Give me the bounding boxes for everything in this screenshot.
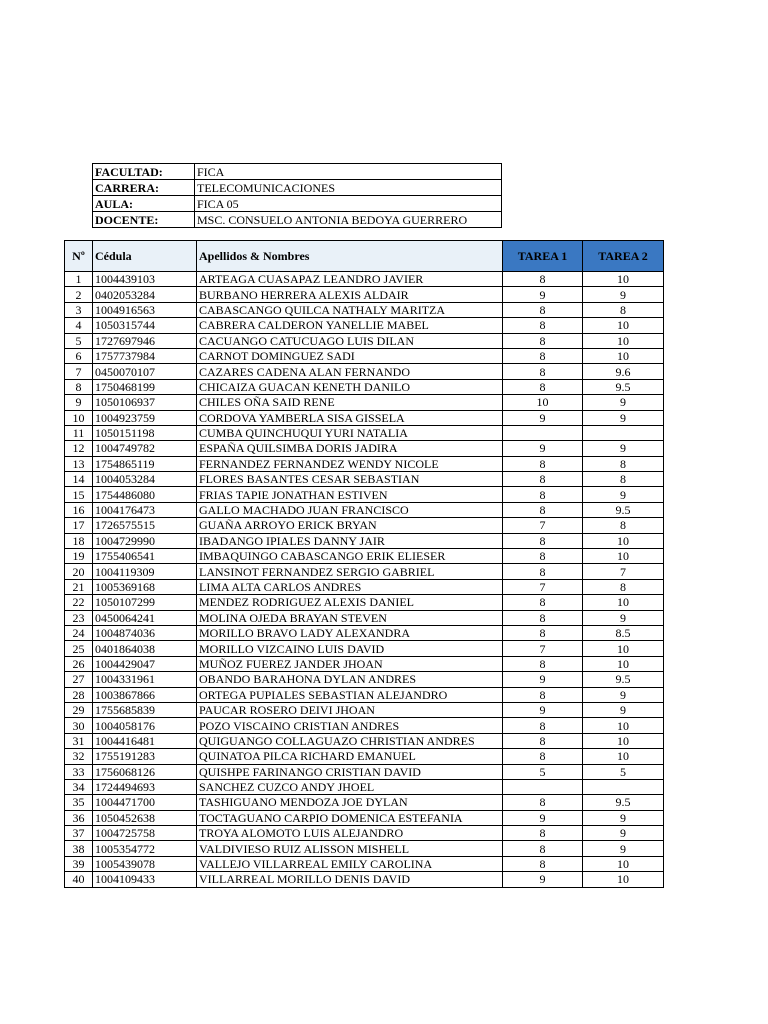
task1-grade: 8	[503, 502, 583, 517]
row-number: 34	[65, 779, 93, 794]
table-row	[65, 410, 664, 425]
task2-grade: 9	[583, 287, 664, 302]
table-row	[65, 872, 664, 887]
student-name: VALDIVIESO RUIZ ALISSON MISHELL	[197, 841, 503, 856]
student-name: MORILLO BRAVO LADY ALEXANDRA	[197, 625, 503, 640]
info-label: AULA:	[93, 196, 195, 212]
task1-grade: 9	[503, 872, 583, 887]
student-name: FERNANDEZ FERNANDEZ WENDY NICOLE	[197, 456, 503, 471]
column-header-task1: TAREA 1	[503, 241, 583, 272]
row-number: 22	[65, 595, 93, 610]
task1-grade: 8	[503, 595, 583, 610]
task1-grade: 8	[503, 749, 583, 764]
row-number: 13	[65, 456, 93, 471]
row-number: 36	[65, 810, 93, 825]
student-name: IMBAQUINGO CABASCANGO ERIK ELIESER	[197, 549, 503, 564]
task1-grade: 8	[503, 841, 583, 856]
student-name: CUMBA QUINCHUQUI YURI NATALIA	[197, 425, 503, 440]
row-number: 38	[65, 841, 93, 856]
table-row	[65, 441, 664, 456]
task2-grade: 9.5	[583, 795, 664, 810]
student-id: 1050106937	[93, 395, 197, 410]
student-name: POZO VISCAINO CRISTIAN ANDRES	[197, 718, 503, 733]
task2-grade: 9	[583, 487, 664, 502]
student-id: 1004874036	[93, 625, 197, 640]
student-id: 1004749782	[93, 441, 197, 456]
student-name: CABRERA CALDERON YANELLIE MABEL	[197, 318, 503, 333]
task1-grade: 8	[503, 656, 583, 671]
task1-grade: 8	[503, 487, 583, 502]
task1-grade: 9	[503, 672, 583, 687]
row-number: 2	[65, 287, 93, 302]
task2-grade: 8	[583, 472, 664, 487]
task1-grade: 10	[503, 395, 583, 410]
task1-grade: 9	[503, 702, 583, 717]
student-id: 1726575515	[93, 518, 197, 533]
task1-grade: 8	[503, 318, 583, 333]
student-name: SANCHEZ CUZCO ANDY JHOEL	[197, 779, 503, 794]
student-id: 1005354772	[93, 841, 197, 856]
row-number: 18	[65, 533, 93, 548]
student-name: TROYA ALOMOTO LUIS ALEJANDRO	[197, 826, 503, 841]
task2-grade: 10	[583, 749, 664, 764]
task2-grade: 8	[583, 456, 664, 471]
row-number: 29	[65, 702, 93, 717]
info-label: CARRERA:	[93, 180, 195, 196]
row-number: 4	[65, 318, 93, 333]
student-id: 1004725758	[93, 826, 197, 841]
task1-grade: 8	[503, 456, 583, 471]
table-row	[65, 779, 664, 794]
task2-grade: 10	[583, 333, 664, 348]
student-id: 1005439078	[93, 856, 197, 871]
row-number: 31	[65, 733, 93, 748]
table-row	[65, 564, 664, 579]
table-row	[65, 795, 664, 810]
table-row	[65, 487, 664, 502]
row-number: 20	[65, 564, 93, 579]
task2-grade: 8.5	[583, 625, 664, 640]
row-number: 28	[65, 687, 93, 702]
student-id: 1004916563	[93, 302, 197, 317]
table-row	[65, 395, 664, 410]
task2-grade: 9	[583, 841, 664, 856]
table-row	[65, 625, 664, 640]
column-header-task2: TAREA 2	[583, 241, 664, 272]
task2-grade: 8	[583, 302, 664, 317]
student-name: MOLINA OJEDA BRAYAN STEVEN	[197, 610, 503, 625]
task2-grade: 9	[583, 702, 664, 717]
student-name: CARNOT DOMINGUEZ SADI	[197, 348, 503, 363]
task1-grade: 7	[503, 579, 583, 594]
student-name: QUINATOA PILCA RICHARD EMANUEL	[197, 749, 503, 764]
task2-grade: 9	[583, 610, 664, 625]
row-number: 30	[65, 718, 93, 733]
table-row	[65, 856, 664, 871]
student-id: 0450070107	[93, 364, 197, 379]
student-id: 1004429047	[93, 656, 197, 671]
student-id: 1754486080	[93, 487, 197, 502]
student-id: 1050107299	[93, 595, 197, 610]
table-row	[65, 333, 664, 348]
task2-grade: 10	[583, 718, 664, 733]
student-id: 1004176473	[93, 502, 197, 517]
student-name: CHILES OÑA SAID RENE	[197, 395, 503, 410]
table-row	[65, 579, 664, 594]
task1-grade: 8	[503, 856, 583, 871]
table-row	[65, 610, 664, 625]
student-id: 1003867866	[93, 687, 197, 702]
info-label: FACULTAD:	[93, 164, 195, 180]
task2-grade: 10	[583, 656, 664, 671]
student-name: CORDOVA YAMBERLA SISA GISSELA	[197, 410, 503, 425]
task1-grade: 9	[503, 410, 583, 425]
student-id: 1004416481	[93, 733, 197, 748]
student-name: ESPAÑA QUILSIMBA DORIS JADIRA	[197, 441, 503, 456]
info-value: TELECOMUNICACIONES	[195, 180, 502, 196]
student-id: 1004119309	[93, 564, 197, 579]
task1-grade: 8	[503, 379, 583, 394]
student-name: GUAÑA ARROYO ERICK BRYAN	[197, 518, 503, 533]
task2-grade: 9.6	[583, 364, 664, 379]
task1-grade	[503, 425, 583, 440]
column-header-number: Nº	[65, 241, 93, 272]
student-id: 0450064241	[93, 610, 197, 625]
student-id: 1724494693	[93, 779, 197, 794]
student-name: LIMA ALTA CARLOS ANDRES	[197, 579, 503, 594]
row-number: 1	[65, 272, 93, 287]
task1-grade: 8	[503, 549, 583, 564]
task1-grade: 8	[503, 610, 583, 625]
student-id: 1004471700	[93, 795, 197, 810]
task2-grade: 10	[583, 272, 664, 287]
student-id: 1004331961	[93, 672, 197, 687]
row-number: 7	[65, 364, 93, 379]
student-name: FRIAS TAPIE JONATHAN ESTIVEN	[197, 487, 503, 502]
task1-grade: 5	[503, 764, 583, 779]
row-number: 23	[65, 610, 93, 625]
task2-grade: 8	[583, 579, 664, 594]
task1-grade: 7	[503, 641, 583, 656]
table-row	[65, 749, 664, 764]
student-name: FLORES BASANTES CESAR SEBASTIAN	[197, 472, 503, 487]
student-name: QUIGUANGO COLLAGUAZO CHRISTIAN ANDRES	[197, 733, 503, 748]
task2-grade: 10	[583, 318, 664, 333]
student-name: MUÑOZ FUEREZ JANDER JHOAN	[197, 656, 503, 671]
column-header-id: Cédula	[93, 241, 197, 272]
table-row	[65, 718, 664, 733]
table-row	[65, 518, 664, 533]
task2-grade	[583, 779, 664, 794]
row-number: 19	[65, 549, 93, 564]
student-id: 1004729990	[93, 533, 197, 548]
task2-grade: 9	[583, 810, 664, 825]
table-row	[65, 318, 664, 333]
row-number: 8	[65, 379, 93, 394]
task1-grade: 8	[503, 733, 583, 748]
student-name: ARTEAGA CUASAPAZ LEANDRO JAVIER	[197, 272, 503, 287]
row-number: 35	[65, 795, 93, 810]
task2-grade: 10	[583, 533, 664, 548]
task1-grade: 8	[503, 302, 583, 317]
task2-grade: 10	[583, 348, 664, 363]
student-id: 1005369168	[93, 579, 197, 594]
table-row	[65, 595, 664, 610]
row-number: 14	[65, 472, 93, 487]
student-name: CABASCANGO QUILCA NATHALY MARITZA	[197, 302, 503, 317]
task2-grade: 5	[583, 764, 664, 779]
student-name: MORILLO VIZCAINO LUIS DAVID	[197, 641, 503, 656]
table-row	[65, 687, 664, 702]
row-number: 24	[65, 625, 93, 640]
task2-grade: 9	[583, 395, 664, 410]
student-name: PAUCAR ROSERO DEIVI JHOAN	[197, 702, 503, 717]
student-id: 1050315744	[93, 318, 197, 333]
task2-grade: 10	[583, 641, 664, 656]
task1-grade: 8	[503, 472, 583, 487]
task1-grade: 8	[503, 533, 583, 548]
row-number: 15	[65, 487, 93, 502]
student-id: 1755406541	[93, 549, 197, 564]
student-id: 1757737984	[93, 348, 197, 363]
student-name: GALLO MACHADO JUAN FRANCISCO	[197, 502, 503, 517]
row-number: 21	[65, 579, 93, 594]
table-row	[65, 425, 664, 440]
student-id: 0401864038	[93, 641, 197, 656]
table-row	[65, 472, 664, 487]
task1-grade	[503, 779, 583, 794]
row-number: 3	[65, 302, 93, 317]
task2-grade: 9.5	[583, 672, 664, 687]
task1-grade: 9	[503, 441, 583, 456]
task2-grade: 10	[583, 872, 664, 887]
student-id: 1756068126	[93, 764, 197, 779]
student-name: LANSINOT FERNANDEZ SERGIO GABRIEL	[197, 564, 503, 579]
info-row	[93, 196, 502, 212]
task2-grade: 10	[583, 733, 664, 748]
task1-grade: 7	[503, 518, 583, 533]
row-number: 26	[65, 656, 93, 671]
row-number: 27	[65, 672, 93, 687]
student-id: 1755191283	[93, 749, 197, 764]
student-name: ORTEGA PUPIALES SEBASTIAN ALEJANDRO	[197, 687, 503, 702]
info-label: DOCENTE:	[93, 212, 195, 228]
info-value: FICA 05	[195, 196, 502, 212]
table-row	[65, 672, 664, 687]
table-row	[65, 641, 664, 656]
task1-grade: 8	[503, 687, 583, 702]
task2-grade: 10	[583, 549, 664, 564]
task2-grade: 10	[583, 856, 664, 871]
task2-grade: 9.5	[583, 502, 664, 517]
info-row	[93, 212, 502, 228]
student-name: OBANDO BARAHONA DYLAN ANDRES	[197, 672, 503, 687]
table-row	[65, 656, 664, 671]
table-row	[65, 302, 664, 317]
table-row	[65, 364, 664, 379]
row-number: 12	[65, 441, 93, 456]
student-id: 1004053284	[93, 472, 197, 487]
table-row	[65, 702, 664, 717]
task1-grade: 8	[503, 795, 583, 810]
row-number: 11	[65, 425, 93, 440]
grades-table	[64, 240, 664, 888]
task1-grade: 8	[503, 564, 583, 579]
task1-grade: 8	[503, 718, 583, 733]
table-row	[65, 502, 664, 517]
table-row	[65, 826, 664, 841]
course-info-table	[92, 163, 502, 228]
task1-grade: 9	[503, 287, 583, 302]
table-row	[65, 764, 664, 779]
task2-grade: 7	[583, 564, 664, 579]
row-number: 37	[65, 826, 93, 841]
student-name: VILLARREAL MORILLO DENIS DAVID	[197, 872, 503, 887]
student-name: TASHIGUANO MENDOZA JOE DYLAN	[197, 795, 503, 810]
student-id: 1050151198	[93, 425, 197, 440]
info-row	[93, 164, 502, 180]
table-row	[65, 733, 664, 748]
student-name: CHICAIZA GUACAN KENETH DANILO	[197, 379, 503, 394]
table-row	[65, 810, 664, 825]
task2-grade: 8	[583, 518, 664, 533]
task2-grade: 9	[583, 826, 664, 841]
task2-grade: 10	[583, 595, 664, 610]
row-number: 17	[65, 518, 93, 533]
row-number: 25	[65, 641, 93, 656]
row-number: 5	[65, 333, 93, 348]
row-number: 9	[65, 395, 93, 410]
student-id: 1050452638	[93, 810, 197, 825]
task2-grade: 9	[583, 687, 664, 702]
row-number: 33	[65, 764, 93, 779]
row-number: 10	[65, 410, 93, 425]
column-header-name: Apellidos & Nombres	[197, 241, 503, 272]
task1-grade: 8	[503, 826, 583, 841]
student-id: 1004058176	[93, 718, 197, 733]
student-id: 1755685839	[93, 702, 197, 717]
table-row	[65, 272, 664, 287]
table-row	[65, 379, 664, 394]
info-value: FICA	[195, 164, 502, 180]
row-number: 40	[65, 872, 93, 887]
table-row	[65, 348, 664, 363]
student-name: TOCTAGUANO CARPIO DOMENICA ESTEFANIA	[197, 810, 503, 825]
student-id: 1004923759	[93, 410, 197, 425]
task1-grade: 8	[503, 625, 583, 640]
student-name: CACUANGO CATUCUAGO LUIS DILAN	[197, 333, 503, 348]
student-name: VALLEJO VILLARREAL EMILY CAROLINA	[197, 856, 503, 871]
task2-grade: 9.5	[583, 379, 664, 394]
table-row	[65, 287, 664, 302]
row-number: 39	[65, 856, 93, 871]
task1-grade: 8	[503, 272, 583, 287]
student-name: CAZARES CADENA ALAN FERNANDO	[197, 364, 503, 379]
student-name: BURBANO HERRERA ALEXIS ALDAIR	[197, 287, 503, 302]
task1-grade: 8	[503, 333, 583, 348]
student-id: 1750468199	[93, 379, 197, 394]
table-row	[65, 841, 664, 856]
row-number: 6	[65, 348, 93, 363]
table-row	[65, 533, 664, 548]
student-id: 1727697946	[93, 333, 197, 348]
info-row	[93, 180, 502, 196]
task1-grade: 9	[503, 810, 583, 825]
task1-grade: 8	[503, 348, 583, 363]
info-value: MSC. CONSUELO ANTONIA BEDOYA GUERRERO	[195, 212, 502, 228]
student-name: MENDEZ RODRIGUEZ ALEXIS DANIEL	[197, 595, 503, 610]
task2-grade	[583, 425, 664, 440]
table-row	[65, 456, 664, 471]
student-id: 0402053284	[93, 287, 197, 302]
student-id: 1004109433	[93, 872, 197, 887]
task1-grade: 8	[503, 364, 583, 379]
row-number: 32	[65, 749, 93, 764]
student-id: 1754865119	[93, 456, 197, 471]
student-name: IBADANGO IPIALES DANNY JAIR	[197, 533, 503, 548]
grades-header-row	[65, 241, 664, 272]
row-number: 16	[65, 502, 93, 517]
student-id: 1004439103	[93, 272, 197, 287]
task2-grade: 9	[583, 441, 664, 456]
table-row	[65, 549, 664, 564]
student-name: QUISHPE FARINANGO CRISTIAN DAVID	[197, 764, 503, 779]
task2-grade: 9	[583, 410, 664, 425]
